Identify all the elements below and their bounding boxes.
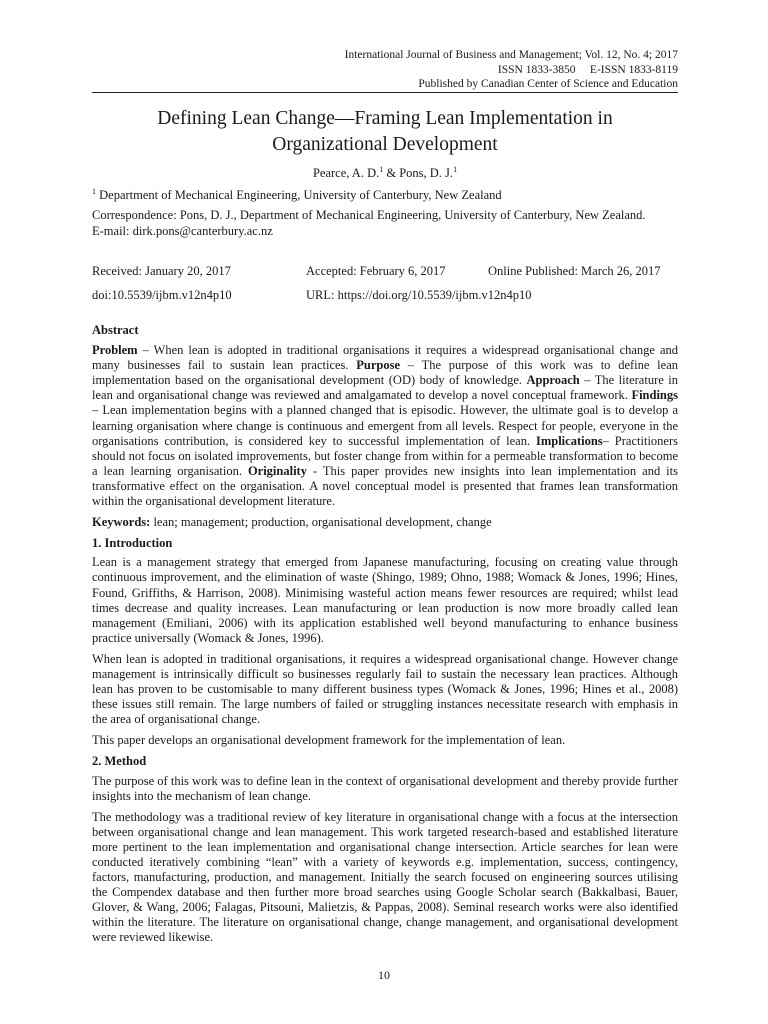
header-rule: [92, 92, 678, 93]
correspondence-line: Correspondence: Pons, D. J., Department of Mechanical Engineering, University of Canterbury, New Zealand.: [92, 208, 646, 222]
title-line-1: Defining Lean Change—Framing Lean Implementation in: [157, 108, 613, 129]
problem-text: – When lean is adopted in traditional organisations it requires a widespread organisational change and many businesses fail to sustain lean practices.: [92, 343, 678, 373]
title-line-2: Organizational Development: [272, 134, 498, 155]
author-1-affil: 1: [379, 165, 384, 174]
keywords-text: lean; management; production, organisational development, change: [150, 515, 492, 530]
page-number: 10: [378, 968, 390, 982]
keywords-label: Keywords:: [92, 515, 151, 530]
dates-row: [92, 264, 678, 280]
purpose-label: Purpose: [356, 358, 401, 373]
doi: doi:10.5539/ijbm.v12n4p10: [92, 288, 232, 302]
journal-header: [345, 48, 678, 92]
originality-text: - This paper provides new insights into lean implementation and its transformative effect on the organisation. A novel conceptual model is presented that frames lean transformation within the organisational development literature.: [92, 463, 678, 509]
received-date: Received: January 20, 2017: [92, 264, 231, 278]
keywords: [92, 515, 678, 530]
accepted-date: Accepted: February 6, 2017: [306, 264, 446, 278]
section-2-heading: 2. Method: [92, 754, 147, 769]
author-separator: &: [383, 166, 400, 181]
journal-line: International Journal of Business and Management; Vol. 12, No. 4; 2017: [344, 49, 678, 61]
issn-line: ISSN 1833-3850 E-ISSN 1833-8119: [497, 63, 678, 76]
approach-label: Approach: [526, 373, 580, 388]
section-1-paragraph-1: Lean is a management strategy that emerged from Japanese manufacturing, focusing on creating value through continuous improvement, and the elimination of waste (Shingo, 1989; Ohno, 1988; Womack & Jones, 1996; Hines, Found, Griffiths, & Harrison, 2008). Minimising wasteful action means fewer resources are required; whilst lead times decrease and quality increases. Lean manufacturing or lean production is now more broadly called lean management (Emiliani, 2006) with its application established well beyond manufacturing to enhance business practice universally (Womack & Jones, 1996).: [92, 555, 678, 645]
section-1-paragraph-2: When lean is adopted in traditional organisations, it requires a widespread organisational change. However change management is intrinsically difficult so businesses regularly fail to sustain the necessary lean practices. Although lean has proven to be customisable to many different business types (Womack & Jones, 1996; Hines et al., 2008) these issues still remain. The large numbers of failed or struggling instances necessitate research with emphasis in the area of organisational change.: [92, 651, 678, 727]
author-2: Pons, D. J.: [399, 166, 454, 181]
email-line: E-mail: dirk.pons@canterbury.ac.nz: [92, 223, 273, 238]
section-2-paragraph-2: The methodology was a traditional review of key literature in organisational change with a focus at the intersection between organisational change and lean management. This work targeted research-based and established literature more pertinent to the lean implementation and organisational change intersection. Article searches for lean were conducted iteratively combining “lean” with a variety of keywords e.g. implementation, success, contingency, factors, manufacturing, production, and management. Initially the search focused on engineering sources utilising the Compendex database and then further more broad searches using Google Scholar search (Bakkalbasi, Bauer, Glover, & Wang, 2006; Falagas, Pitsouni, Malietzis, & Pappas, 2008). Seminal research works were also identified within the literature. The literature on organisational change, change management, and organisational development were reviewed likewise.: [92, 809, 678, 945]
doi-row: [92, 288, 678, 304]
abstract-paragraph: [92, 343, 678, 509]
doi-url[interactable]: URL: https://doi.org/10.5539/ijbm.v12n4p10: [306, 288, 532, 302]
affiliation-text: Department of Mechanical Engineering, University of Canterbury, New Zealand: [96, 188, 502, 203]
affiliation: [92, 187, 678, 203]
section-1-paragraph-3: This paper develops an organisational development framework for the implementation of lean.: [92, 733, 566, 748]
body-text: [92, 323, 678, 952]
approach-text: – The literature in lean and organisational change was reviewed and amalgamated to develop a novel conceptual framework.: [92, 373, 678, 403]
problem-label: Problem: [92, 343, 138, 358]
author-1: Pearce, A. D.: [312, 166, 380, 181]
findings-label: Findings: [631, 388, 678, 403]
section-1-heading: 1. Introduction: [92, 536, 173, 551]
authors: [92, 165, 678, 181]
publisher-line: Published by Canadian Center of Science and Education: [418, 78, 678, 90]
implications-text: – Practitioners should not focus on isolated improvements, but foster change from within for a permeable transformation to become a lean learning organisation.: [92, 433, 678, 478]
findings-text: – Lean implementation begins with a planned changed that is episodic. However, the ultimate goal is to develop a learning organisation where change is continuous and emergent from all levels. Respect for people, everyone in the organisations contribution, is considered key to successful implementation of lean.: [92, 403, 678, 448]
purpose-text: – The purpose of this work was to define lean implementation based on the organisational development (OD) body of knowledge.: [92, 358, 678, 388]
author-2-affil: 1: [453, 165, 458, 174]
published-date: Online Published: March 26, 2017: [488, 264, 661, 278]
implications-label: Implications: [535, 433, 603, 448]
affiliation-marker: 1: [92, 187, 96, 196]
correspondence: [92, 208, 678, 239]
section-2-paragraph-1: The purpose of this work was to define lean in the context of organisational development and thereby provide further insights into the mechanism of lean change.: [92, 773, 678, 803]
abstract-heading: Abstract: [92, 323, 139, 337]
originality-label: Originality: [247, 463, 307, 478]
paper-title: [92, 106, 678, 158]
